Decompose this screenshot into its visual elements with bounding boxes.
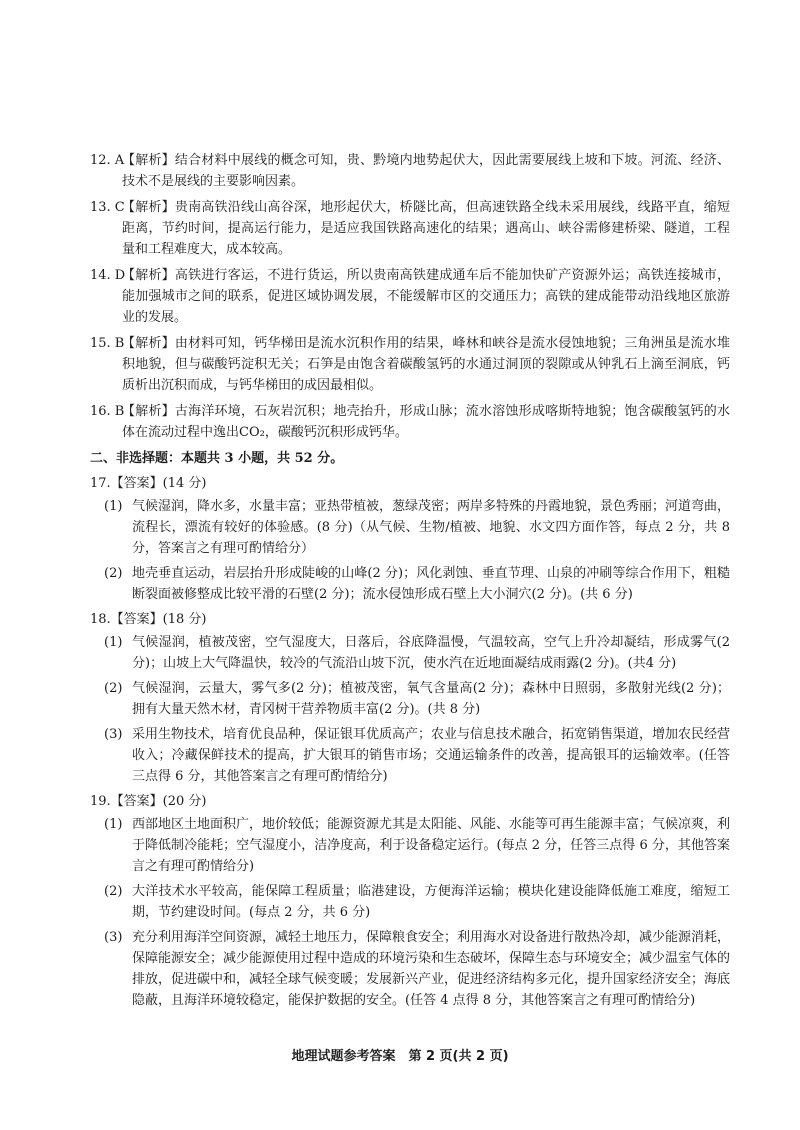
item-number: 14. D (90, 268, 126, 283)
item-number: 12. A (90, 153, 125, 168)
answer-item-16 (90, 401, 730, 443)
item-number: 15. B (90, 336, 125, 351)
part-answer: 气候湿润，降水多，水量丰富；亚热带植被，葱绿茂密；两岸多特殊的丹霞地貌，景色秀丽；河道弯曲，流程长，漂流有较好的体验感。(8 分)（从气候、生物/植被、地貌、水文四方面作答，每点 2 分，共 8 分，答案言之有理可酌情给分） (132, 499, 731, 556)
question-18-part-1 (90, 632, 730, 674)
part-number: (1) (104, 499, 123, 514)
answer-item-12 (90, 150, 730, 192)
question-19-heading: 19.【答案】(20 分) (90, 794, 207, 809)
item-explanation: 【解析】由材料可知，钙华梯田是流水沉积作用的结果，峰林和峡谷是流水侵蚀地貌；三角洲虽是流水堆积地貌，但与碳酸钙淀积无关；石笋是由饱含着碳酸氢钙的水通过洞顶的裂隙或从钟乳石上滴至洞底，钙质析出沉积而成，与钙华梯田的成因最相似。 (122, 336, 730, 393)
part-number: (1) (104, 817, 123, 832)
part-number: (2) (104, 681, 123, 696)
section-heading: 二、非选择题：本题共 3 小题，共 52 分。 (90, 451, 344, 466)
part-answer: 采用生物技术，培育优良品种，保证银耳优质高产；农业与信息技术融合，拓宽销售渠道，增加农民经营收入；冷藏保鲜技术的提高，扩大银耳的销售市场；交通运输条件的改善，提高银耳的运输效率。(任答三点得 6 分，其他答案言之有理可酌情给分) (132, 727, 731, 784)
part-number: (2) (104, 884, 123, 899)
question-18-part-3 (90, 724, 730, 787)
part-answer: 西部地区土地面积广，地价较低；能源资源尤其是太阳能、风能、水能等可再生能源丰富；气候凉爽，利于降低制冷能耗；空气湿度小，洁净度高，利于设备稳定运行。(每点 2 分，任答三点得 6 分，其他答案言之有理可酌情给分) (132, 817, 731, 874)
answer-item-14 (90, 265, 730, 328)
answer-item-13 (90, 197, 730, 260)
question-19-part-1 (90, 814, 730, 877)
answer-item-15 (90, 333, 730, 396)
question-17-part-2 (90, 563, 730, 605)
question-19-part-3 (90, 927, 730, 1011)
part-answer: 大洋技术水平较高，能保障工程质量；临港建设，方便海洋运输；模块化建设能降低施工难度，缩短工期，节约建设时间。(每点 2 分，共 6 分) (132, 884, 730, 920)
item-explanation: 【解析】古海洋环境，石灰岩沉积；地壳抬升，形成山脉；流水溶蚀形成喀斯特地貌；饱含碳酸氢钙的水体在流动过程中逸出CO₂，碳酸钙沉积形成钙华。 (122, 404, 730, 440)
question-18-heading: 18.【答案】(18 分) (90, 612, 207, 627)
part-number: (2) (104, 566, 123, 581)
answer-content (90, 150, 730, 1015)
page-footer: 地理试题参考答案 第 2 页(共 2 页) (291, 1049, 509, 1064)
part-number: (3) (104, 727, 123, 742)
item-number: 16. B (90, 404, 125, 419)
part-answer: 地壳垂直运动，岩层抬升形成陡峻的山峰(2 分)；风化剥蚀、垂直节理、山泉的冲刷等综合作用下，粗糙断裂面被修整成比较平滑的石壁(2 分)；流水侵蚀形成石壁上大小洞穴(2 分)。(共 6 分) (132, 566, 730, 602)
part-number: (3) (104, 930, 123, 945)
question-18-part-2 (90, 678, 730, 720)
item-explanation: 【解析】高铁进行客运，不进行货运，所以贵南高铁建成通车后不能加快矿产资源外运；高铁连接城市，能加强城市之间的联系，促进区域协调发展，不能缓解市区的交通压力；高铁的建成能带动沿线地区旅游业的发展。 (122, 268, 730, 325)
part-answer: 充分利用海洋空间资源，减轻土地压力，保障粮食安全；利用海水对设备进行散热冷却，减少能源消耗，保障能源安全；减少能源使用过程中造成的环境污染和生态破坏，保障生态与环境安全；减少温室气体的排放，促进碳中和，减轻全球气候变暖；发展新兴产业，促进经济结构多元化，提升国家经济安全；海底隐蔽，且海洋环境较稳定，能保护数据的安全。(任答 4 点得 8 分，其他答案言之有理可酌情给分) (132, 930, 731, 1008)
question-17-part-1 (90, 496, 730, 559)
part-answer: 气候湿润，云量大，雾气多(2 分)；植被茂密，氧气含量高(2 分)；森林中日照弱，多散射光线(2 分)；拥有大量天然木材，青冈树干营养物质丰富(2 分)。(共 8 分) (132, 681, 730, 717)
part-answer: 气候湿润，植被茂密，空气湿度大，日落后，谷底降温慢，气温较高，空气上升冷却凝结，形成雾气(2 分)；山坡上大气降温快，较冷的气流沿山坡下沉，使水汽在近地面凝结成雨露(2 分)。(共4 分) (132, 635, 730, 671)
part-number: (1) (104, 635, 123, 650)
question-17-heading: 17.【答案】(14 分) (90, 476, 207, 491)
question-19-part-2 (90, 881, 730, 923)
item-explanation: 【解析】结合材料中展线的概念可知，贵、黔境内地势起伏大，因此需要展线上坡和下坡。河流、经济、技术不是展线的主要影响因素。 (122, 153, 730, 189)
item-number: 13. C (90, 200, 125, 215)
item-explanation: 【解析】贵南高铁沿线山高谷深，地形起伏大，桥隧比高，但高速铁路全线未采用展线，线路平直，缩短距离，节约时间，提高运行能力，是适应我国铁路高速化的结果；遇高山、峡谷需修建桥梁、隧道，工程量和工程难度大，成本较高。 (122, 200, 730, 257)
